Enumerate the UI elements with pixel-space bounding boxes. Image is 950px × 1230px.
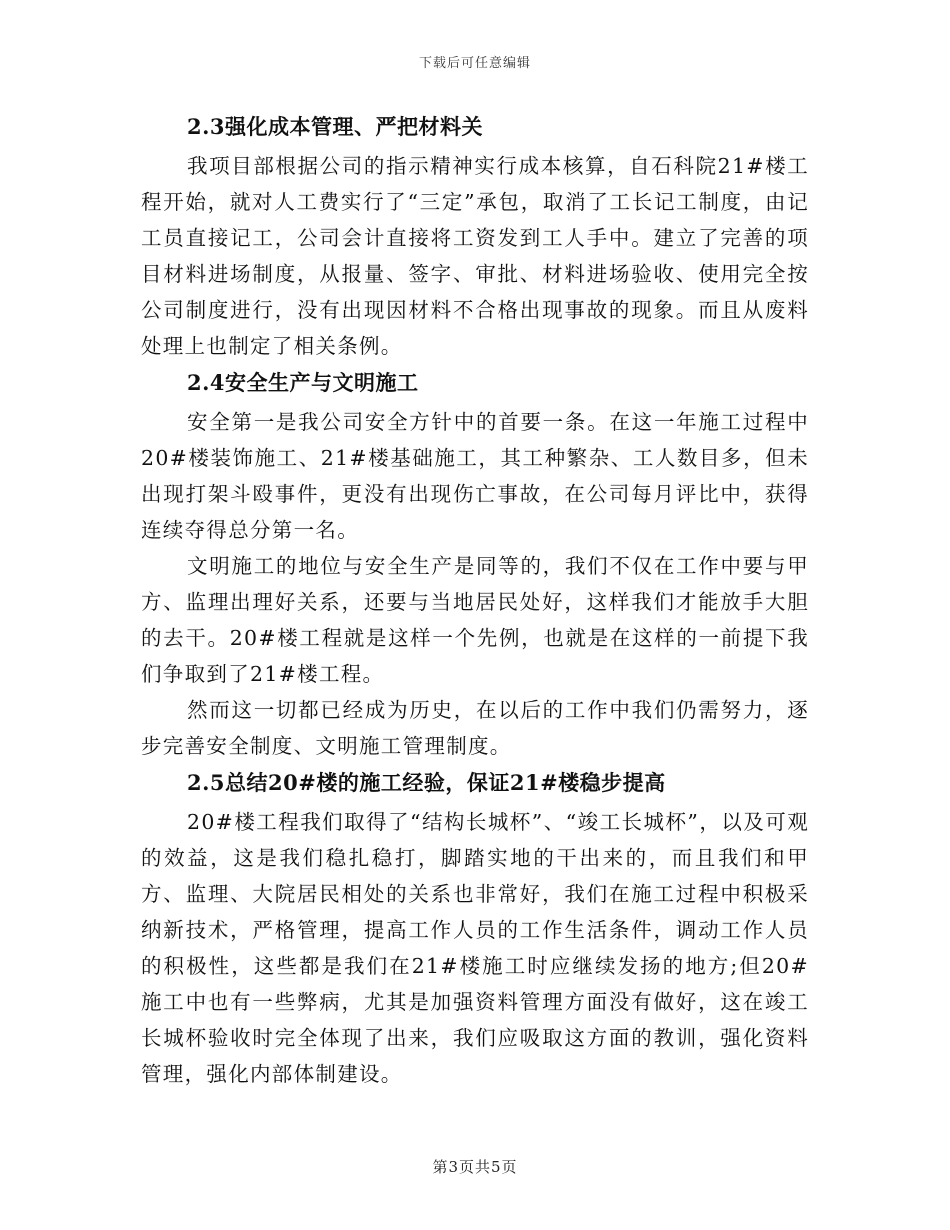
section-heading: 2.3强化成本管理、严把材料关 xyxy=(187,114,484,139)
section-heading: 2.4安全生产与文明施工 xyxy=(187,370,419,395)
section-heading: 2.5总结20#楼的施工经验，保证21#楼稳步提高 xyxy=(187,770,666,795)
body-paragraph: 安全第一是我公司安全方针中的首要一条。在这一年施工过程中20#楼装饰施工、21#楼基础施工，其工种繁杂、工人数目多，但未出现打架斗殴事件，更没有出现伤亡事故，在公司每月评比中，获得连续夺得总分第一名。 xyxy=(141,410,809,542)
body-paragraph: 我项目部根据公司的指示精神实行成本核算，自石科院21#楼工程开始，就对人工费实行了“三定”承包，取消了工长记工制度，由记工员直接记工，公司会计直接将工资发到工人手中。建立了完善的项目材料进场制度，从报量、签字、审批、材料进场验收、使用完全按公司制度进行，没有出现因材料不合格出现事故的现象。而且从废料处理上也制定了相关条例。 xyxy=(141,154,809,358)
body-paragraph: 然而这一切都已经成为历史，在以后的工作中我们仍需努力，逐步完善安全制度、文明施工管理制度。 xyxy=(141,698,809,758)
body-paragraph: 文明施工的地位与安全生产是同等的，我们不仅在工作中要与甲方、监理出理好关系，还要与当地居民处好，这样我们才能放手大胆的去干。20#楼工程就是这样一个先例，也就是在这样的一前提下我们争取到了21#楼工程。 xyxy=(141,554,809,686)
page-header-note: 下载后可任意编辑 xyxy=(418,56,531,71)
document-body xyxy=(141,108,809,1092)
page-number: 第3页共5页 xyxy=(432,1158,518,1176)
body-paragraph: 20#楼工程我们取得了“结构长城杯”、“竣工长城杯”，以及可观的效益，这是我们稳扎稳打，脚踏实地的干出来的，而且我们和甲方、监理、大院居民相处的关系也非常好，我们在施工过程中积极采纳新技术，严格管理，提高工作人员的工作生活条件，调动工作人员的积极性，这些都是我们在21#楼施工时应继续发扬的地方;但20#施工中也有一些弊病，尤其是加强资料管理方面没有做好，这在竣工长城杯验收时完全体现了出来，我们应吸取这方面的教训，强化资料管理，强化内部体制建设。 xyxy=(141,810,809,1086)
